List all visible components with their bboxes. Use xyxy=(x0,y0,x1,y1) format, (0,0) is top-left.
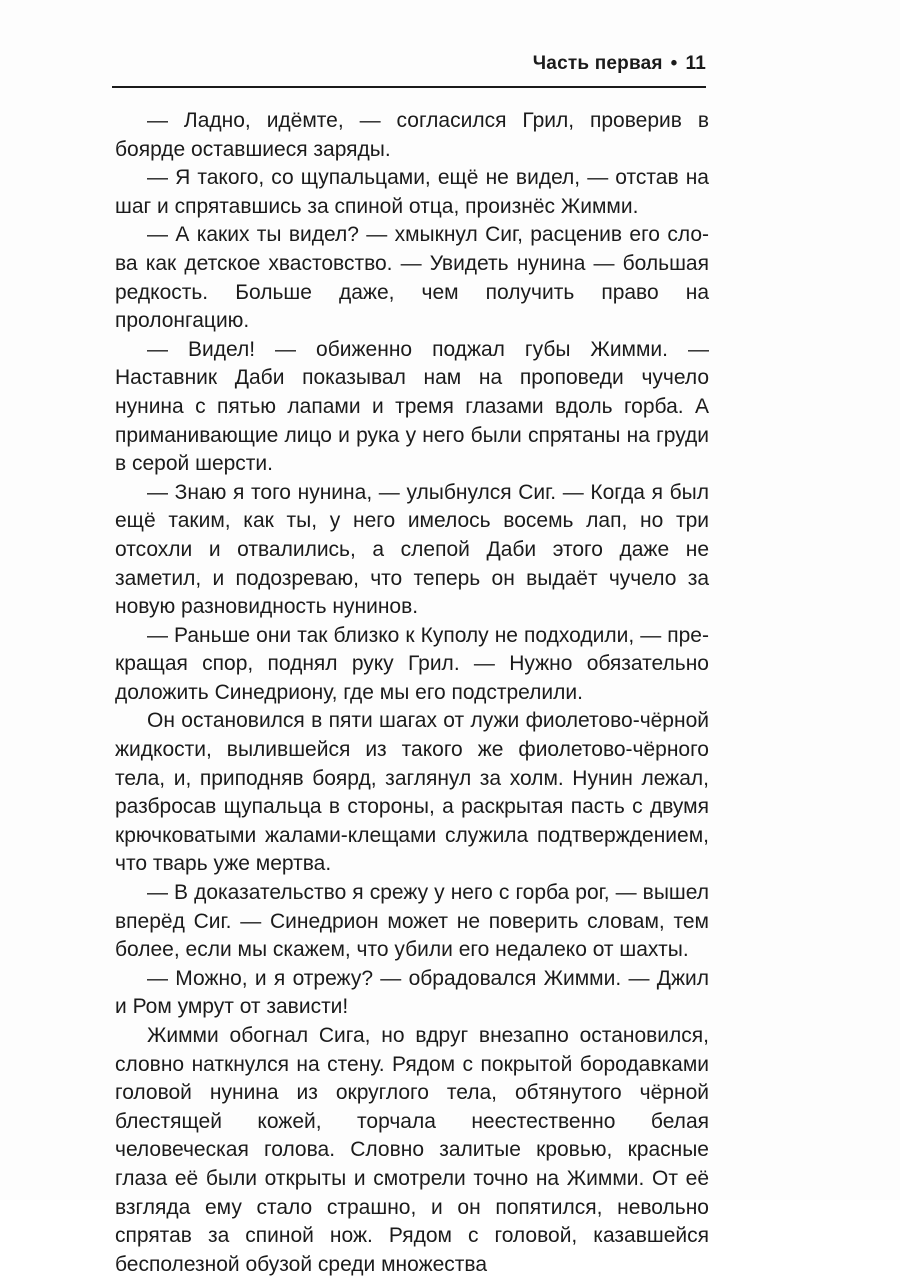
paragraph: — В доказательство я срежу у него с горба рог, — вышел вперёд Сиг. — Синедрион может не поверить словам, тем более, если мы скажем, что убили его недалеко от шахты. xyxy=(115,881,709,962)
paragraph: — Видел! — обиженно поджал губы Жимми. — Наставник Даби показывал нам на проповеди чучело нунина с пятью лапами и тремя глазами вдоль горба. А приманивающие лицо и рука у него были спрятаны на груди в серой шерсти. xyxy=(115,337,709,476)
running-header xyxy=(520,53,706,75)
paragraph: — Раньше они так близко к Куполу не подходили, — прекращая спор, поднял руку Грил. — Нужно обязательно доложить Синедриону, где мы его подстрелили. xyxy=(115,623,709,704)
paragraph: — Я такого, со щупальцами, ещё не видел, — отстав на шаг и спрятавшись за спиной отца, произнёс Жимми. xyxy=(115,166,709,218)
paragraph: — А каких ты видел? — хмыкнул Сиг, расценив его слова как детское хвастовство. — Увидеть нунина — большая редкость. Больше даже, чем получить право на пролонгацию. xyxy=(115,223,709,333)
body-text xyxy=(115,107,709,1279)
paragraph: Жимми обогнал Сига, но вдруг внезапно остановился, словно наткнулся на стену. Рядом с покрытой бородавками головой нунина из округлого тела, обтянутого чёрной блестящей кожей, торчала неестественно белая человеческая голова. Словно залитые кровью, красные глаза её были открыты и смотрели точно на Жимми. От её взгляда ему стало страшно, и он попятился, невольно спрятав за спиной нож. Рядом с головой, казавшейся бесполезной обузой среди множества xyxy=(115,1024,709,1276)
paragraph: Он остановился в пяти шагах от лужи фиолетово-чёрной жидкости, вылившейся из такого же фиолетово-чёрного тела, и, приподняв боярд, заглянул за холм. Нунин лежал, разбросав щупальца в стороны, а раскрытая пасть с двумя крючковатыми жалами-клещами служила подтверждением, что тварь уже мертва. xyxy=(115,709,709,876)
header-separator: • xyxy=(670,53,678,74)
section-title: Часть первая xyxy=(532,53,663,74)
paragraph: — Можно, и я отрежу? — обрадовался Жимми. — Джил и Ром умрут от зависти! xyxy=(115,966,709,1019)
header-rule xyxy=(112,86,706,88)
paragraph: — Ладно, идёмте, — согласился Грил, проверив в боярде оставшиеся заряды. xyxy=(115,109,709,161)
page-number: 11 xyxy=(685,53,706,74)
paragraph: — Знаю я того нунина, — улыбнулся Сиг. — Когда я был ещё таким, как ты, у него имелось восемь лап, но три отсохли и отвалились, а слепой Даби этого даже не заметил, и подозреваю, что теперь он выдаёт чучело за новую разновидность нунинов. xyxy=(115,480,709,619)
